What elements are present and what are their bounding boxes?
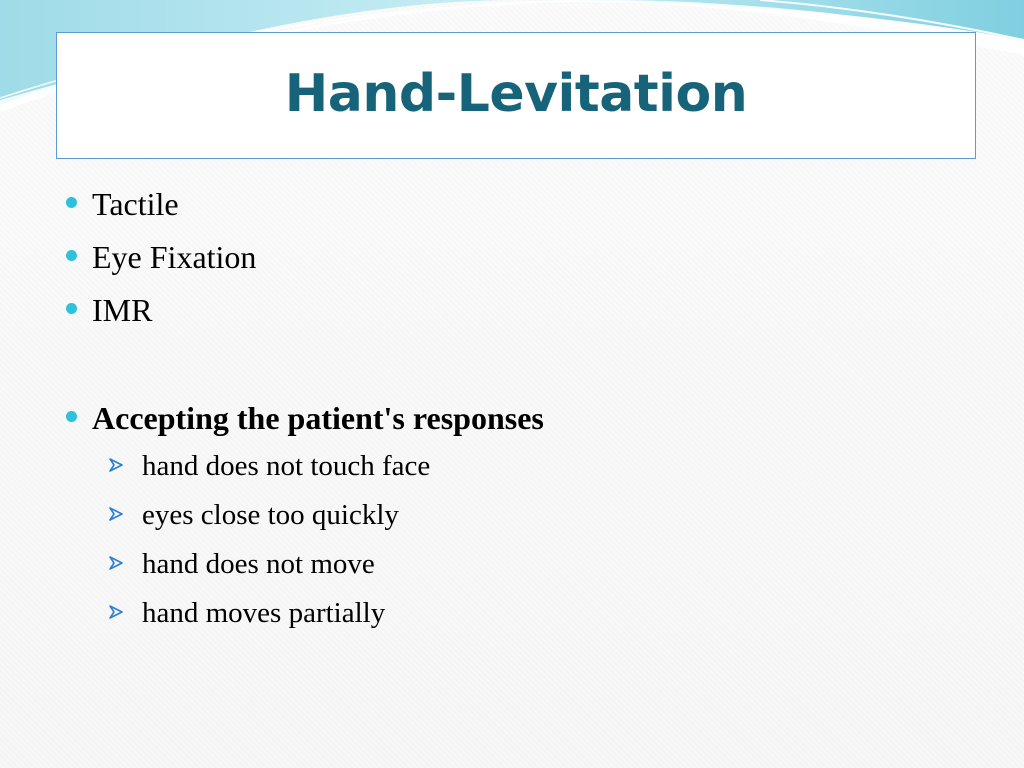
sub-bullet-item bbox=[60, 495, 960, 544]
bullet-text: Eye Fixation bbox=[92, 239, 257, 275]
title-box bbox=[56, 32, 976, 159]
arrowhead-bullet-icon bbox=[108, 457, 124, 473]
circle-bullet-icon bbox=[66, 303, 77, 314]
arrowhead-bullet-icon bbox=[108, 604, 124, 620]
bullet-text: Accepting the patient's responses bbox=[92, 400, 544, 436]
circle-bullet-icon bbox=[66, 411, 77, 422]
bullet-text: IMR bbox=[92, 292, 153, 328]
bullet-list bbox=[60, 180, 960, 642]
sub-bullet-text: hand does not touch face bbox=[142, 450, 431, 482]
bullet-item bbox=[60, 286, 960, 340]
sub-bullet-text: eyes close too quickly bbox=[142, 499, 399, 531]
sub-bullet-text: hand moves partially bbox=[142, 597, 386, 629]
circle-bullet-icon bbox=[66, 197, 77, 208]
arrowhead-bullet-icon bbox=[108, 506, 124, 522]
bullet-item bbox=[60, 233, 960, 286]
bullet-item-emphasis bbox=[60, 394, 960, 446]
arrowhead-bullet-icon bbox=[108, 555, 124, 571]
bullet-item bbox=[60, 180, 960, 233]
sub-bullet-item bbox=[60, 593, 960, 642]
bullet-text: Tactile bbox=[92, 186, 179, 222]
sub-bullet-item bbox=[60, 544, 960, 593]
slide-title: Hand-Levitation bbox=[284, 63, 748, 124]
circle-bullet-icon bbox=[66, 250, 77, 261]
sub-bullet-text: hand does not move bbox=[142, 548, 375, 580]
sub-bullet-item bbox=[60, 446, 960, 495]
empty-line bbox=[60, 340, 960, 394]
